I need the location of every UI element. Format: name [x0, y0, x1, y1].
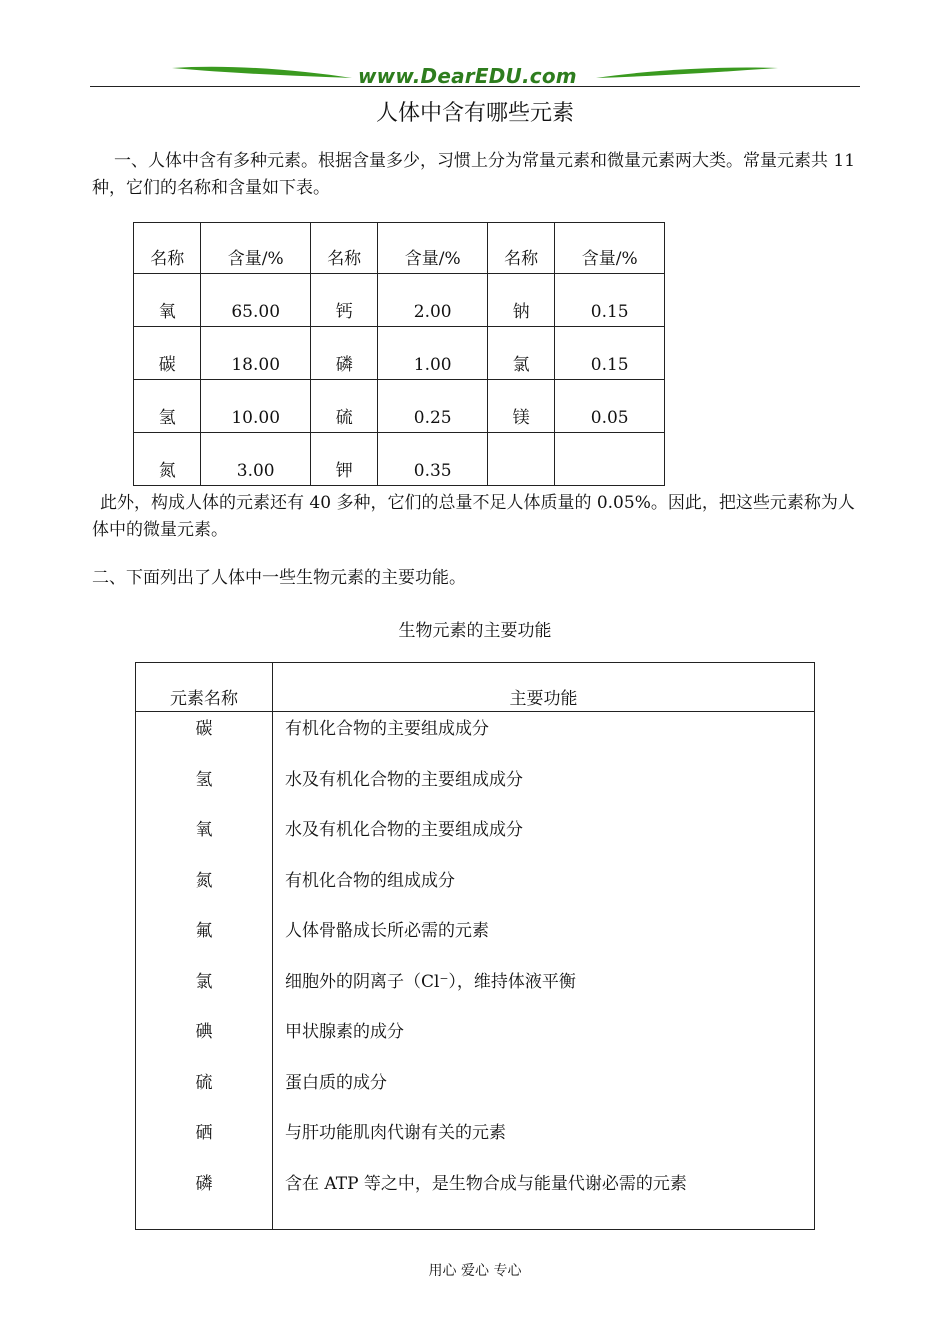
site-logo-text: www.DearEDU.com [358, 64, 577, 88]
element-function-cell: 蛋白质的成分 [285, 1072, 387, 1093]
table-cell: 0.15 [555, 274, 665, 327]
table-header-cell: 名称 [134, 223, 201, 274]
table-header-cell: 名称 [310, 223, 377, 274]
trace-elements-paragraph: 此外，构成人体的元素还有 40 多种，它们的总量不足人体质量的 0.05%。因此，把这些元素称为人体中的微量元素。 [92, 493, 855, 540]
table-cell: 钾 [310, 433, 377, 486]
column-header-element: 元素名称 [136, 663, 273, 712]
table-row [136, 864, 815, 915]
page-title: 人体中含有哪些元素 [375, 101, 574, 126]
element-name-cell: 氮 [136, 864, 273, 915]
table-cell: 0.05 [555, 380, 665, 433]
element-name-cell: 硒 [136, 1116, 273, 1167]
element-name-cell: 氢 [136, 763, 273, 814]
table-header-cell: 含量/% [378, 223, 488, 274]
table-cell: 65.00 [201, 274, 311, 327]
element-function-cell: 人体骨骼成长所必需的元素 [285, 921, 489, 941]
table-row [136, 965, 815, 1016]
table-row [134, 327, 665, 380]
table-header-cell: 含量/% [201, 223, 311, 274]
table-row [134, 433, 665, 486]
table-row [136, 712, 815, 763]
element-name-cell: 硫 [136, 1066, 273, 1117]
table-cell: 10.00 [201, 380, 311, 433]
table-row [136, 763, 815, 814]
table-row [136, 1116, 815, 1167]
element-function-cell: 细胞外的阴离子（Cl⁻），维持体液平衡 [285, 971, 576, 992]
section-two-heading: 二、下面列出了人体中一些生物元素的主要功能。 [92, 568, 466, 588]
table-row [136, 813, 815, 864]
element-name-cell: 氟 [136, 914, 273, 965]
table-cell: 碳 [134, 327, 201, 380]
element-function-cell: 水及有机化合物的主要组成成分 [285, 769, 523, 790]
table-cell: 2.00 [378, 274, 488, 327]
element-function-cell: 甲状腺素的成分 [285, 1022, 404, 1042]
table-header-cell: 含量/% [555, 223, 665, 274]
table-cell: 硫 [310, 380, 377, 433]
element-name-cell: 碳 [136, 712, 273, 763]
element-name-cell: 氯 [136, 965, 273, 1016]
element-name-cell: 磷 [136, 1167, 273, 1230]
table-cell [555, 433, 665, 486]
table-cell: 钙 [310, 274, 377, 327]
table-cell: 0.35 [378, 433, 488, 486]
table-cell: 1.00 [378, 327, 488, 380]
table-cell [487, 433, 554, 486]
table-row [136, 1015, 815, 1066]
column-header-function: 主要功能 [273, 663, 815, 712]
element-name-cell: 氧 [136, 813, 273, 864]
element-function-cell: 有机化合物的组成成分 [285, 870, 455, 891]
table-cell: 氧 [134, 274, 201, 327]
table-cell: 镁 [487, 380, 554, 433]
function-table-title: 生物元素的主要功能 [398, 621, 552, 641]
element-function-table [135, 662, 815, 1230]
element-function-cell: 水及有机化合物的主要组成成分 [285, 820, 523, 840]
page-footer: 用心 爱心 专心 [428, 1263, 522, 1279]
element-function-cell: 含在 ATP 等之中，是生物合成与能量代谢必需的元素 [285, 1173, 687, 1194]
table-cell: 氮 [134, 433, 201, 486]
table-row [136, 914, 815, 965]
table-cell: 18.00 [201, 327, 311, 380]
table-cell: 0.25 [378, 380, 488, 433]
table-row [134, 274, 665, 327]
table-cell: 0.15 [555, 327, 665, 380]
table-row [136, 1167, 815, 1230]
table-header-cell: 名称 [487, 223, 554, 274]
table-cell: 磷 [310, 327, 377, 380]
intro-paragraph: 一、人体中含有多种元素。根据含量多少，习惯上分为常量元素和微量元素两大类。常量元素共 11 种，它们的名称和含量如下表。 [92, 151, 856, 198]
element-function-cell: 与肝功能肌肉代谢有关的元素 [285, 1123, 506, 1143]
table-cell: 氯 [487, 327, 554, 380]
table-cell: 3.00 [201, 433, 311, 486]
header-divider [90, 86, 860, 87]
table-cell: 氢 [134, 380, 201, 433]
table-header-row [134, 223, 665, 274]
table-row [136, 1066, 815, 1117]
element-name-cell: 碘 [136, 1015, 273, 1066]
table-row [134, 380, 665, 433]
element-function-cell: 有机化合物的主要组成成分 [285, 719, 489, 739]
major-elements-table [133, 222, 665, 486]
table-cell: 钠 [487, 274, 554, 327]
